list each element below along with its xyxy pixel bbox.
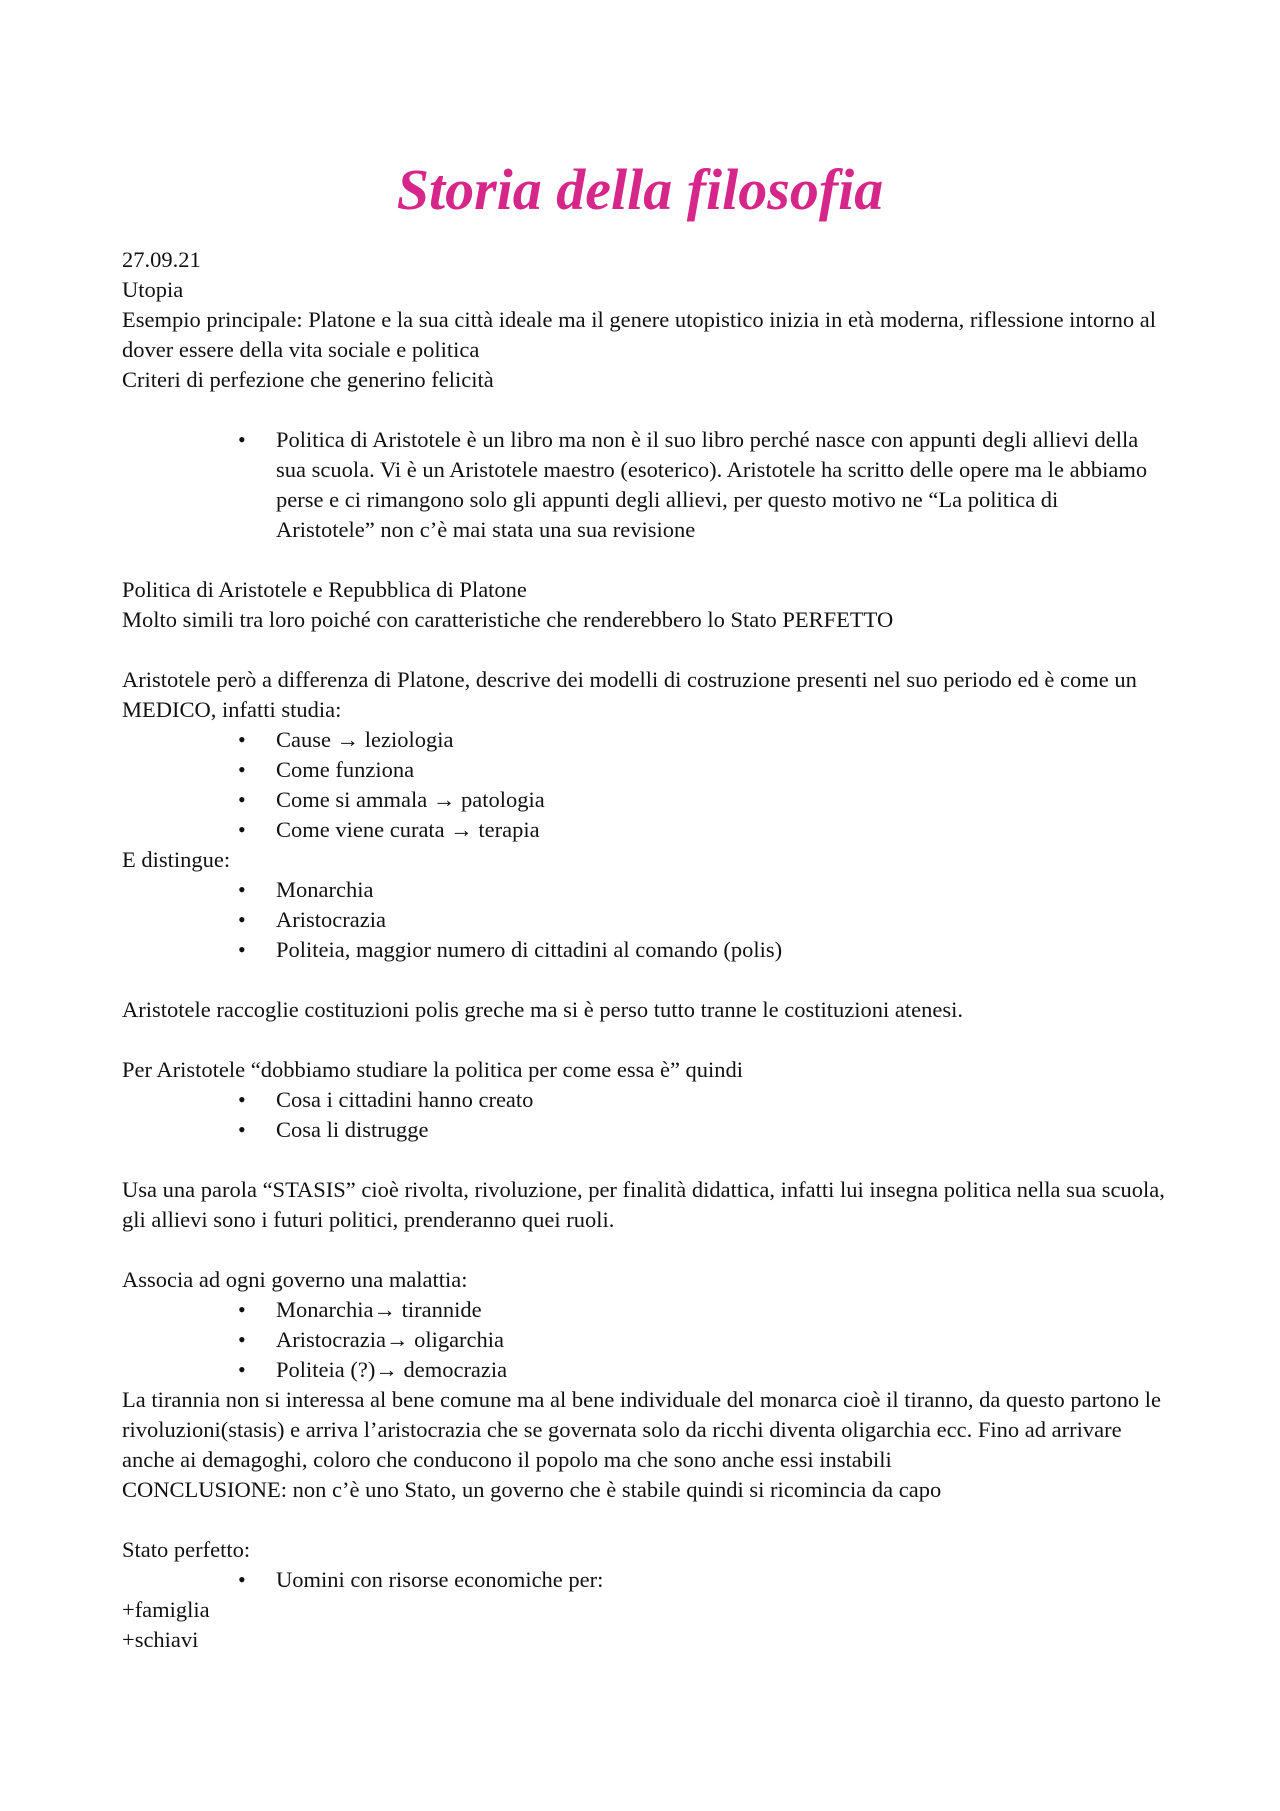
list-item: • Cosa i cittadini hanno creato bbox=[122, 1085, 1172, 1115]
bullet-list-politica bbox=[122, 425, 1150, 545]
spacer bbox=[122, 545, 1172, 575]
paragraph-politica-repubblica: Politica di Aristotele e Repubblica di Platone bbox=[122, 577, 527, 602]
list-item: • Come viene curata → terapia bbox=[122, 815, 1172, 845]
paragraph-utopia: Utopia bbox=[122, 277, 184, 302]
paragraph-associa: Associa ad ogni governo una malattia: bbox=[122, 1267, 468, 1292]
paragraph-aristotele-pero: Aristotele però a differenza di Platone, descrive dei modelli di costruzione presenti nel suo periodo ed è come un MEDICO, infatti studia: bbox=[122, 667, 1137, 722]
list-item: • Cause → leziologia bbox=[122, 725, 1172, 755]
page-title: Storia della filosofia bbox=[396, 157, 884, 222]
spacer bbox=[122, 1025, 1172, 1055]
spacer bbox=[122, 1235, 1172, 1265]
list-item: • Come funziona bbox=[122, 755, 1172, 785]
list-item: • Uomini con risorse economiche per: bbox=[122, 1565, 1172, 1595]
spacer bbox=[122, 635, 1172, 665]
spacer bbox=[122, 395, 1172, 425]
list-item: • Monarchia bbox=[122, 875, 1172, 905]
list-item: • Politica di Aristotele è un libro ma non è il suo libro perché nasce con appunti degli allievi della sua scuola. Vi è un Aristotele maestro (esoterico). Aristotele ha scritto delle opere ma le abbiamo perse e ci rimangono solo gli appunti degli allievi, per questo motivo ne “La politica di Aristotele” non c’è mai stata una sua revisione bbox=[122, 425, 1150, 545]
paragraph-distingue: E distingue: bbox=[122, 847, 231, 872]
paragraph-conclusione: CONCLUSIONE: non c’è uno Stato, un governo che è stabile quindi si ricomincia da capo bbox=[122, 1477, 942, 1502]
spacer bbox=[122, 1505, 1172, 1535]
paragraph-raccoglie: Aristotele raccoglie costituzioni polis greche ma si è perso tutto tranne le costituzioni atenesi. bbox=[122, 997, 963, 1022]
paragraph-stato-perfetto: Stato perfetto: bbox=[122, 1537, 251, 1562]
list-item: • Cosa li distrugge bbox=[122, 1115, 1172, 1145]
list-item: • Aristocrazia→ oligarchia bbox=[122, 1325, 1172, 1355]
list-item: • Aristocrazia bbox=[122, 905, 1172, 935]
paragraph-schiavi: +schiavi bbox=[122, 1627, 199, 1652]
paragraph-per-aristotele: Per Aristotele “dobbiamo studiare la politica per come essa è” quindi bbox=[122, 1057, 744, 1082]
bullet-list-distingue bbox=[122, 875, 1172, 965]
bullet-list-stato bbox=[122, 1565, 1172, 1595]
spacer bbox=[122, 1145, 1172, 1175]
paragraph-tirannia: La tirannia non si interessa al bene comune ma al bene individuale del monarca cioè il tiranno, da questo partono le rivoluzioni(stasis) e arriva l’aristocrazia che se governata solo da ricchi diventa oligarchia ecc. Fino ad arrivare anche ai demagoghi, coloro che conducono il popolo ma che sono anche essi instabili bbox=[122, 1387, 1162, 1472]
list-item: • Come si ammala → patologia bbox=[122, 785, 1172, 815]
bullet-list-studia bbox=[122, 725, 1172, 845]
paragraph-criteri: Criteri di perfezione che generino felicità bbox=[122, 367, 494, 392]
list-item: • Politeia (?)→ democrazia bbox=[122, 1355, 1172, 1385]
list-item: • Politeia, maggior numero di cittadini al comando (polis) bbox=[122, 935, 1172, 965]
paragraph-esempio: Esempio principale: Platone e la sua città ideale ma il genere utopistico inizia in età moderna, riflessione intorno al dover essere della vita sociale e politica bbox=[122, 307, 1157, 362]
date-line: 27.09.21 bbox=[122, 247, 201, 272]
bullet-list-studiare bbox=[122, 1085, 1172, 1145]
bullet-list-malattia bbox=[122, 1295, 1172, 1385]
spacer bbox=[122, 965, 1172, 995]
paragraph-famiglia: +famiglia bbox=[122, 1597, 210, 1622]
paragraph-molto-simili: Molto simili tra loro poiché con caratteristiche che renderebbero lo Stato PERFETTO bbox=[122, 607, 894, 632]
document-body bbox=[122, 245, 1172, 1655]
list-item: • Monarchia→ tirannide bbox=[122, 1295, 1172, 1325]
paragraph-stasis: Usa una parola “STASIS” cioè rivolta, rivoluzione, per finalità didattica, infatti lui insegna politica nella sua scuola, gli allievi sono i futuri politici, prenderanno quei ruoli. bbox=[122, 1177, 1165, 1232]
